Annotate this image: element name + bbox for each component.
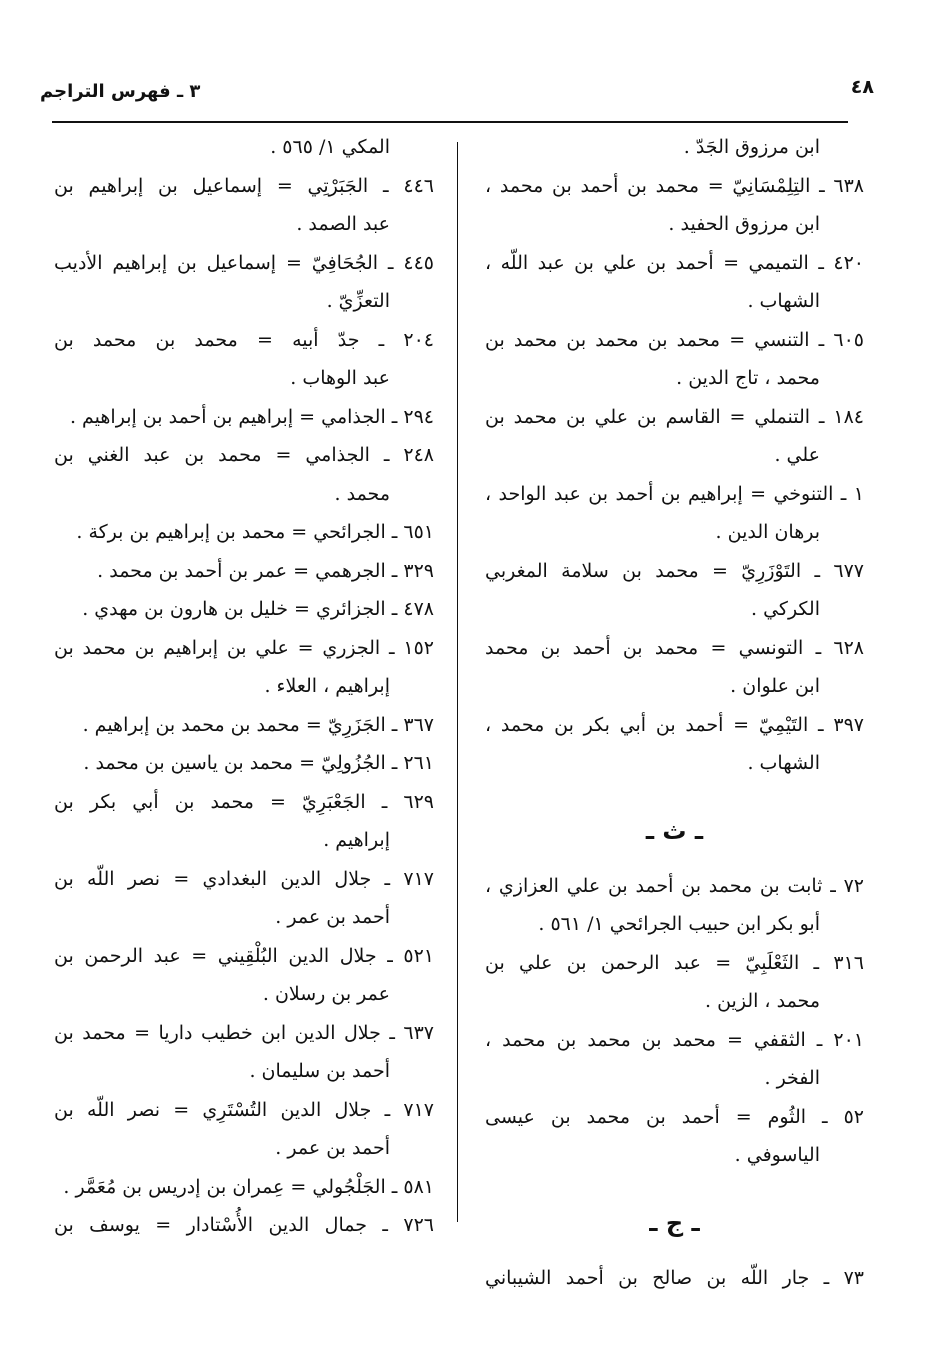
index-entry [485,1259,864,1298]
index-entry [485,706,864,783]
index-entry [54,937,434,1014]
entry-continuation: الكركي . [750,598,820,620]
index-entry [54,1091,434,1168]
entry-single: ٣٢٩ ـ الجرهمي = عمر بن أحمد بن محمد . [97,559,434,582]
entry-head: ٢٠١ ـ الثقفي = محمد بن محمد بن محمد ، [485,1028,864,1051]
index-entry [485,398,864,475]
entry-continuation: عبد الصمد . [296,213,390,235]
running-title: ٣ ـ فهرس التراجم [40,81,201,102]
index-entry [54,513,434,552]
index-entry [54,590,434,629]
entry-head: ١٥٢ ـ الجزري = علي بن إبراهيم بن محمد بن [54,636,434,659]
entry-continuation: الياسوفي . [734,1144,820,1166]
entry-continuation: التعزِّيّ . [326,290,390,312]
entry-continuation: إبراهيم . [323,829,390,851]
entry-continuation: عمر بن رسلان . [262,983,390,1005]
entry-continuation-text: المكي ١/ ٥٦٥ . [270,136,390,158]
entry-head: ٧١٧ ـ جلال الدين التُسْتَرِي = نصر اللّه بن [54,1098,434,1121]
index-entry [54,744,434,783]
index-entry [54,244,434,321]
header-divider [52,121,848,123]
index-entry-continuation [485,128,864,167]
index-column-right [485,128,864,1297]
entry-continuation: برهان الدين . [715,521,820,543]
index-entry [485,944,864,1021]
entry-head: ٧٢ ـ ثابت بن محمد بن أحمد بن علي العزازي ، [485,874,864,897]
index-entry [485,629,864,706]
entry-head: ٣٩٧ ـ التَيْمِيّ = أحمد بن أبي بكر بن محمد ، [485,713,864,736]
entry-head: ٧١٧ ـ جلال الدين البغدادي = نصر اللّه بن [54,867,434,890]
index-entry [485,321,864,398]
index-entry [54,860,434,937]
column-divider [457,142,458,1222]
entry-continuation: محمد ، الزين . [705,990,820,1012]
entry-head: ٦٣٧ ـ جلال الدين ابن خطيب داريا = محمد بن [54,1021,434,1044]
index-entry [54,167,434,244]
index-entry [485,1021,864,1098]
entry-single: ٤٧٨ ـ الجزائري = خليل بن هارون بن مهدي . [82,598,434,620]
entry-head: ٦٣٨ ـ التِلِمْسَانِيّ = محمد بن أحمد بن محمد ، [485,174,864,197]
entry-head: ٤٢٠ ـ التميمي = أحمد بن علي بن عبد اللّه ، [485,251,864,274]
index-entry [54,629,434,706]
index-entry [54,783,434,860]
index-entry [485,867,864,944]
entry-continuation: عبد الوهاب . [290,367,390,389]
entry-single: ٢٩٤ ـ الجذامي = إبراهيم بن أحمد بن إبراهيم . [69,405,434,428]
entry-head: ٢٠٤ ـ جدّ أبيه = محمد بن محمد بن [54,328,434,351]
index-column-left [54,128,434,1245]
entry-continuation: الشهاب . [747,290,820,312]
entry-head: ٦٢٩ ـ الجَعْبَرِيّ = محمد بن أبي بكر بن [54,790,434,813]
entry-single: ٢٦١ ـ الجُزُولِيّ = محمد بن ياسين بن محمد . [83,752,434,774]
entry-head: ٥٢١ ـ جلال الدين البُلْقِيني = عبد الرحمن بن [54,944,434,967]
entry-head: ١ ـ التنوخي = إبراهيم بن أحمد بن عبد الواحد ، [485,482,864,505]
entry-continuation: محمد . [334,482,390,505]
entry-single: ٦٥١ ـ الجرائحي = محمد بن إبراهيم بن بركة . [76,521,434,543]
letter-heading-jim: ـ ج ـ [649,1208,700,1237]
index-entry [54,706,434,745]
index-entry [54,1206,434,1245]
index-entry [54,436,434,513]
entry-continuation: أحمد بن عمر . [275,1137,390,1159]
index-entry [485,167,864,244]
entry-head: ٥٢ ـ الثُوم = أحمد بن محمد بن عيسى [485,1105,864,1128]
index-entry [54,398,434,437]
index-entry [485,552,864,629]
index-entry [54,321,434,398]
entry-head: ٤٤٥ ـ الجُحَافِيّ = إسماعيل بن إبراهيم الأديب [54,251,434,274]
entry-continuation: الفخر . [764,1067,820,1089]
entry-head: ٧٢٦ ـ جمال الدين الأُسْتادار = يوسف بن [54,1214,434,1236]
entry-continuation: الشهاب . [747,752,820,774]
entry-single: ٥٨١ ـ الجَلْجُولي = عِمران بن إدريس بن مُعَمَّر . [63,1175,434,1198]
index-entry [54,1014,434,1091]
index-entry [485,475,864,552]
entry-continuation-text: ابن مرزوق الجَدّ . [683,136,820,158]
entry-head: ٦٧٧ ـ التَوْزَرِيّ = محمد بن سلامة المغربي [485,559,864,582]
entry-continuation: ابن مرزوق الحفيد . [668,213,820,235]
entry-continuation: أحمد بن سليمان . [249,1060,390,1082]
entry-head: ١٨٤ ـ التنملي = القاسم بن علي بن محمد بن [485,405,864,428]
entry-continuation: محمد ، تاج الدين . [676,367,820,389]
entry-single: ٣٦٧ ـ الجَزَرِيّ = محمد بن محمد بن إبراهيم . [82,713,434,736]
entry-head: ٢٤٨ ـ الجذامي = محمد بن عبد الغني بن [54,444,434,466]
entry-continuation: ابن علوان . [730,675,820,697]
entry-head: ٣١٦ ـ الثَعْلَبِيّ = عبد الرحمن بن علي بن [485,951,864,974]
entry-head: ٦٠٥ ـ التنسي = محمد بن محمد بن محمد بن [485,328,864,351]
entry-head: ٧٣ ـ جار اللّه بن صالح بن أحمد الشيباني [485,1266,864,1289]
index-entry [54,552,434,591]
entry-continuation: أحمد بن عمر . [275,906,390,928]
entry-continuation: أبو بكر ابن حبيب الجرائحي ١/ ٥٦١ . [538,913,820,935]
index-entry-continuation [54,128,434,167]
entry-head: ٦٢٨ ـ التونسي = محمد بن أحمد بن محمد [485,636,864,659]
letter-heading-tha: ـ ث ـ [645,816,704,845]
index-entry [485,1098,864,1175]
entry-continuation: إبراهيم ، العلاء . [264,675,390,697]
index-entry [485,244,864,321]
entry-continuation: علي . [774,444,820,466]
entry-head: ٤٤٦ ـ الجَبَرْتِي = إسماعيل بن إبراهيم بن [54,174,434,197]
index-entry [54,1168,434,1207]
page-number: ٤٨ [850,76,874,98]
